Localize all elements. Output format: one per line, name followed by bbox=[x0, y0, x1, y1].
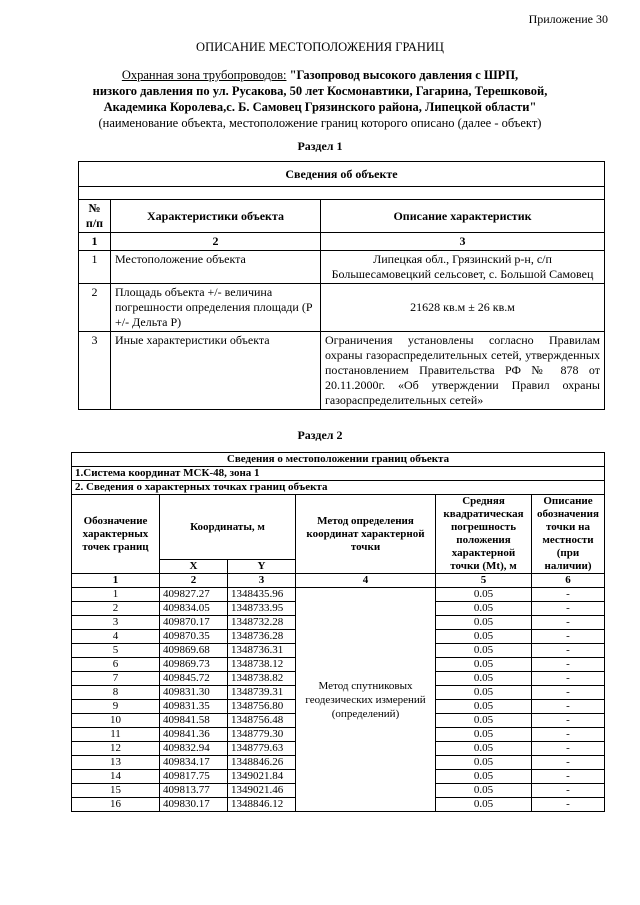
point-description: - bbox=[532, 672, 605, 686]
coord-y: 1348779.30 bbox=[228, 728, 296, 742]
col-header-description: Описание характеристик bbox=[321, 200, 605, 233]
point-description: - bbox=[532, 798, 605, 812]
coord-x: 409834.17 bbox=[160, 756, 228, 770]
col-number-2: 2 bbox=[111, 233, 321, 251]
point-description: - bbox=[532, 700, 605, 714]
boundary-points-table bbox=[71, 452, 605, 812]
point-number: 9 bbox=[72, 700, 160, 714]
coord-y: 1349021.46 bbox=[228, 784, 296, 798]
coord-y: 1348756.80 bbox=[228, 700, 296, 714]
coord-x: 409827.27 bbox=[160, 588, 228, 602]
col-header-y: Y bbox=[228, 560, 296, 574]
point-description: - bbox=[532, 616, 605, 630]
coord-x: 409834.05 bbox=[160, 602, 228, 616]
col-number-5: 5 bbox=[436, 574, 532, 588]
coord-y: 1348736.28 bbox=[228, 630, 296, 644]
row-characteristic: Иные характеристики объекта bbox=[111, 332, 321, 410]
col-header-x: X bbox=[160, 560, 228, 574]
coord-x: 409831.30 bbox=[160, 686, 228, 700]
point-number: 12 bbox=[72, 742, 160, 756]
coord-y: 1349021.84 bbox=[228, 770, 296, 784]
col-header-coordinates: Координаты, м bbox=[160, 495, 296, 560]
point-description: - bbox=[532, 714, 605, 728]
coord-y: 1348732.28 bbox=[228, 616, 296, 630]
coord-y: 1348846.12 bbox=[228, 798, 296, 812]
point-number: 16 bbox=[72, 798, 160, 812]
table-row bbox=[79, 332, 605, 410]
coord-y: 1348738.82 bbox=[228, 672, 296, 686]
col-number-3: 3 bbox=[228, 574, 296, 588]
point-description: - bbox=[532, 602, 605, 616]
table-row bbox=[79, 284, 605, 332]
point-error: 0.05 bbox=[436, 602, 532, 616]
point-description: - bbox=[532, 770, 605, 784]
section1-label: Раздел 1 bbox=[297, 139, 343, 153]
point-description: - bbox=[532, 784, 605, 798]
col-number-6: 6 bbox=[532, 574, 605, 588]
coord-y: 1348738.12 bbox=[228, 658, 296, 672]
point-error: 0.05 bbox=[436, 644, 532, 658]
col-number-1: 1 bbox=[72, 574, 160, 588]
point-error: 0.05 bbox=[436, 616, 532, 630]
appendix-label: Приложение 30 bbox=[528, 12, 608, 26]
point-error: 0.05 bbox=[436, 714, 532, 728]
table-row bbox=[72, 588, 605, 602]
row-description: 21628 кв.м ± 26 кв.м bbox=[321, 284, 605, 332]
point-error: 0.05 bbox=[436, 700, 532, 714]
col-header-method: Метод определения координат характерной точки bbox=[296, 495, 436, 574]
method-cell: Метод спутниковых геодезических измерений (определений) bbox=[296, 588, 436, 812]
point-description: - bbox=[532, 658, 605, 672]
coord-x: 409831.35 bbox=[160, 700, 228, 714]
point-number: 8 bbox=[72, 686, 160, 700]
row-number: 2 bbox=[79, 284, 111, 332]
point-number: 10 bbox=[72, 714, 160, 728]
coord-x: 409830.17 bbox=[160, 798, 228, 812]
point-error: 0.05 bbox=[436, 798, 532, 812]
point-number: 6 bbox=[72, 658, 160, 672]
point-number: 7 bbox=[72, 672, 160, 686]
point-error: 0.05 bbox=[436, 770, 532, 784]
col-number-2: 2 bbox=[160, 574, 228, 588]
col-number-3: 3 bbox=[321, 233, 605, 251]
coord-y: 1348733.95 bbox=[228, 602, 296, 616]
point-number: 4 bbox=[72, 630, 160, 644]
coord-y: 1348779.63 bbox=[228, 742, 296, 756]
coord-x: 409832.94 bbox=[160, 742, 228, 756]
point-error: 0.05 bbox=[436, 588, 532, 602]
point-number: 11 bbox=[72, 728, 160, 742]
point-error: 0.05 bbox=[436, 784, 532, 798]
col-header-number: № п/п bbox=[79, 200, 111, 233]
coord-x: 409813.77 bbox=[160, 784, 228, 798]
row-description: Ограничения установлены согласно Правилам охраны газораспределительных сетей, утвержденных постановлением Правительства РФ № 878 от 20.11.2000г. «Об утверждении Правил охраны газораспределительных сетей» bbox=[321, 332, 605, 410]
row-description: Липецкая обл., Грязинский р-н, с/п Большесамовецкий сельсовет, с. Большой Самовец bbox=[321, 251, 605, 284]
object-info-title: Сведения об объекте bbox=[79, 162, 605, 187]
section2-label: Раздел 2 bbox=[297, 428, 343, 442]
row-characteristic: Площадь объекта +/- величина погрешности определения площади (Р +/- Дельта Р) bbox=[111, 284, 321, 332]
point-description: - bbox=[532, 756, 605, 770]
coord-x: 409817.75 bbox=[160, 770, 228, 784]
point-error: 0.05 bbox=[436, 658, 532, 672]
coord-x: 409841.58 bbox=[160, 714, 228, 728]
coord-x: 409870.17 bbox=[160, 616, 228, 630]
col-header-point: Обозначение характерных точек границ bbox=[72, 495, 160, 574]
point-error: 0.05 bbox=[436, 630, 532, 644]
page-title: ОПИСАНИЕ МЕСТОПОЛОЖЕНИЯ ГРАНИЦ bbox=[196, 40, 444, 54]
col-header-point-description: Описание обозначения точки на местности (при наличии) bbox=[532, 495, 605, 574]
point-description: - bbox=[532, 644, 605, 658]
coord-y: 1348435.96 bbox=[228, 588, 296, 602]
coord-x: 409869.73 bbox=[160, 658, 228, 672]
coord-x: 409869.68 bbox=[160, 644, 228, 658]
point-error: 0.05 bbox=[436, 728, 532, 742]
object-name-line2: низкого давления по ул. Русакова, 50 лет Космонавтики, Гагарина, Терешковой, bbox=[92, 84, 548, 98]
coord-y: 1348846.26 bbox=[228, 756, 296, 770]
object-note: (наименование объекта, местоположение границ которого описано (далее - объект) bbox=[98, 116, 542, 130]
object-name-line3: Академика Королева,с. Б. Самовец Грязинского района, Липецкой области" bbox=[103, 100, 537, 114]
boundary-table-title: Сведения о местоположении границ объекта bbox=[72, 453, 605, 467]
object-info-table bbox=[78, 161, 605, 410]
point-number: 5 bbox=[72, 644, 160, 658]
coord-x: 409845.72 bbox=[160, 672, 228, 686]
object-name-line1: "Газопровод высокого давления с ШРП, bbox=[289, 68, 519, 82]
coord-y: 1348739.31 bbox=[228, 686, 296, 700]
points-section-title: 2. Сведения о характерных точках границ объекта bbox=[72, 481, 605, 495]
coord-y: 1348756.48 bbox=[228, 714, 296, 728]
point-description: - bbox=[532, 686, 605, 700]
coordinate-system: 1.Система координат МСК-48, зона 1 bbox=[72, 467, 605, 481]
coord-x: 409841.36 bbox=[160, 728, 228, 742]
col-number-4: 4 bbox=[296, 574, 436, 588]
table-row bbox=[79, 251, 605, 284]
object-prefix: Охранная зона трубопроводов: bbox=[121, 68, 287, 82]
point-number: 2 bbox=[72, 602, 160, 616]
point-description: - bbox=[532, 742, 605, 756]
point-description: - bbox=[532, 728, 605, 742]
point-error: 0.05 bbox=[436, 686, 532, 700]
spacer-row bbox=[79, 187, 605, 200]
point-number: 15 bbox=[72, 784, 160, 798]
point-number: 3 bbox=[72, 616, 160, 630]
col-header-error: Средняя квадратическая погрешность положения характерной точки (Mt), м bbox=[436, 495, 532, 574]
point-error: 0.05 bbox=[436, 742, 532, 756]
point-description: - bbox=[532, 630, 605, 644]
point-error: 0.05 bbox=[436, 672, 532, 686]
row-number: 3 bbox=[79, 332, 111, 410]
point-number: 14 bbox=[72, 770, 160, 784]
row-number: 1 bbox=[79, 251, 111, 284]
point-error: 0.05 bbox=[436, 756, 532, 770]
point-description: - bbox=[532, 588, 605, 602]
col-number-1: 1 bbox=[79, 233, 111, 251]
object-description bbox=[60, 67, 580, 131]
row-characteristic: Местоположение объекта bbox=[111, 251, 321, 284]
points-body bbox=[72, 588, 605, 812]
point-number: 13 bbox=[72, 756, 160, 770]
coord-y: 1348736.31 bbox=[228, 644, 296, 658]
coord-x: 409870.35 bbox=[160, 630, 228, 644]
point-number: 1 bbox=[72, 588, 160, 602]
col-header-characteristic: Характеристики объекта bbox=[111, 200, 321, 233]
